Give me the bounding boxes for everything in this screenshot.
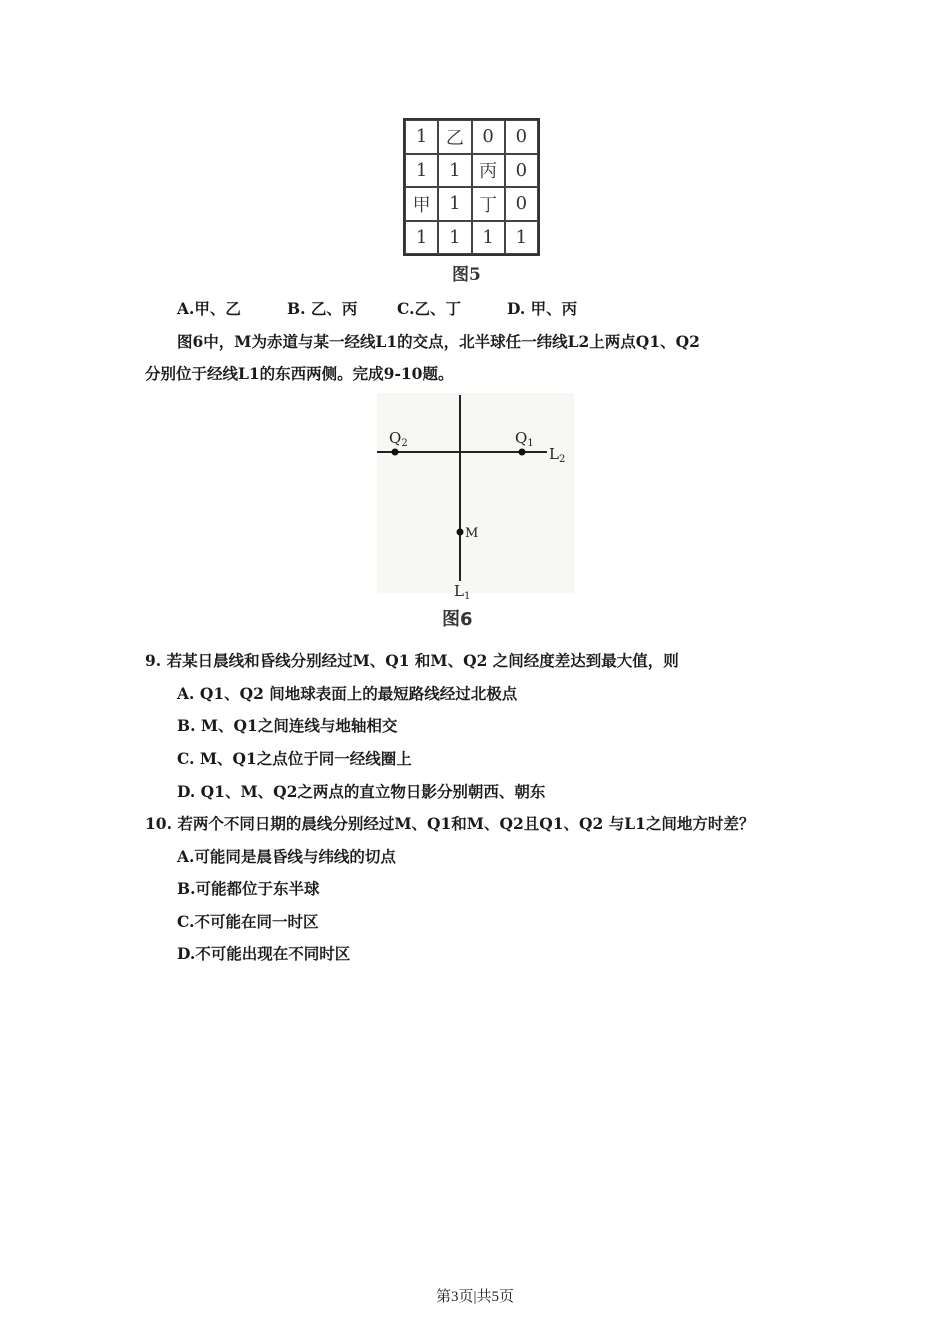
grid-cell: 1 — [438, 221, 471, 255]
figure-5-grid — [403, 118, 540, 256]
q9-option-b: B. M、Q1之间连线与地轴相交 — [177, 716, 398, 735]
q8-option-d: D. 甲、丙 — [507, 299, 578, 318]
q10-option-b: B.可能都位于东半球 — [177, 879, 320, 898]
intro-line-2: 分别位于经线L1的东西两侧。完成9-10题。 — [145, 364, 454, 383]
grid-cell: 1 — [438, 154, 471, 188]
grid-cell: 0 — [505, 154, 538, 188]
grid-cell: 丁 — [472, 187, 505, 221]
q8-option-a: A.甲、乙 — [177, 299, 241, 318]
intro-line-1: 图6中，M为赤道与某一经线L1的交点，北半球任一纬线L2上两点Q1、Q2 — [177, 332, 700, 351]
label-m: M — [465, 526, 479, 541]
q9-option-c: C. M、Q1之点位于同一经线圈上 — [177, 749, 412, 768]
label-l1: $L_1$ — [454, 582, 471, 602]
q8-option-c: C.乙、丁 — [397, 299, 461, 318]
figure-6-caption: 图6 — [442, 609, 473, 630]
figure-5-caption: 图5 — [452, 265, 481, 285]
grid-cell: 0 — [472, 120, 505, 154]
page-number: 第3页|共5页 — [435, 1289, 514, 1305]
grid-cell: 甲 — [405, 187, 438, 221]
grid-cell: 乙 — [438, 120, 471, 154]
figure-6-diagram — [377, 393, 574, 633]
grid-cell: 0 — [505, 187, 538, 221]
point-q1 — [519, 449, 526, 456]
q9-option-a: A. Q1、Q2 间地球表面上的最短路线经过北极点 — [177, 684, 518, 703]
grid-cell: 1 — [505, 221, 538, 255]
q8-option-b: B. 乙、丙 — [287, 299, 358, 318]
grid-cell: 0 — [505, 120, 538, 154]
label-l2: $L_2$ — [549, 445, 566, 465]
label-q1: $Q_1$ — [515, 429, 534, 449]
q10-option-a: A.可能同是晨昏线与纬线的切点 — [177, 847, 396, 866]
q10-option-c: C.不可能在同一时区 — [177, 912, 319, 931]
q10-stem: 10. 若两个不同日期的晨线分别经过M、Q1和M、Q2且Q1、Q2 与L1之间地方时差？ — [145, 814, 755, 833]
grid-cell: 1 — [405, 120, 438, 154]
q9-stem: 9. 若某日晨线和昏线分别经过M、Q1 和M、Q2 之间经度差达到最大值，则 — [145, 651, 679, 670]
grid-cell: 丙 — [472, 154, 505, 188]
q10-option-d: D.不可能出现在不同时区 — [177, 944, 351, 963]
q9-option-d: D. Q1、M、Q2之两点的直立物日影分别朝西、朝东 — [177, 782, 546, 801]
point-q2 — [392, 449, 399, 456]
grid-cell: 1 — [405, 221, 438, 255]
label-q2: $Q_2$ — [389, 429, 408, 449]
grid-cell: 1 — [438, 187, 471, 221]
point-m — [457, 529, 464, 536]
grid-cell: 1 — [472, 221, 505, 255]
grid-cell: 1 — [405, 154, 438, 188]
